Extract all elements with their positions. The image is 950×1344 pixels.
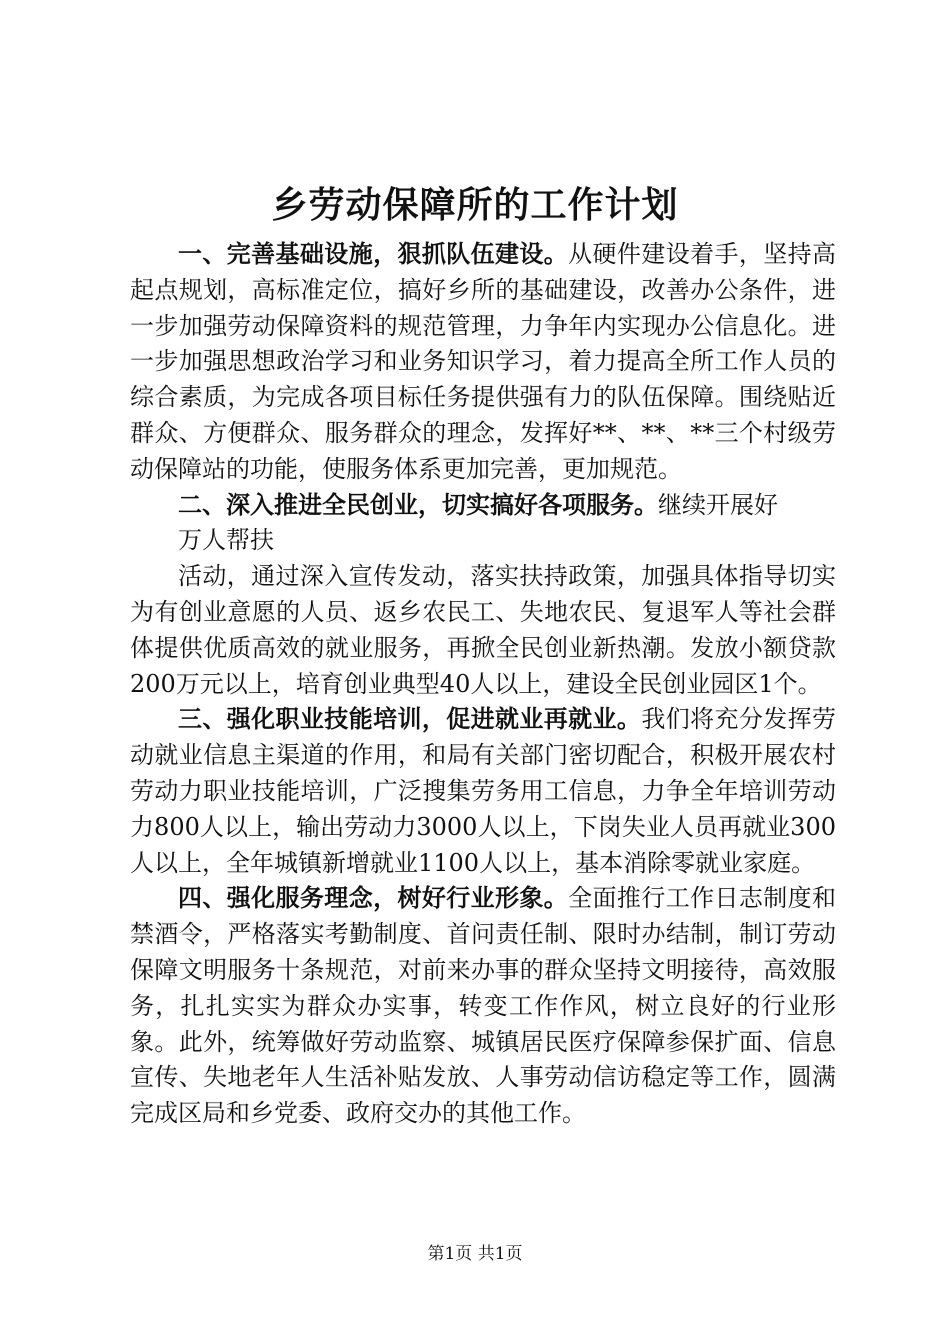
section-2-heading: 二、深入推进全民创业，切实搞好各项服务。 [178,490,658,519]
section-2 [130,488,836,524]
section-2-extra-line: 万人帮扶 [178,526,274,555]
section-4-heading: 四、强化服务理念，树好行业形象。 [178,884,569,913]
document-body [130,237,836,1132]
section-1-heading: 一、完善基础设施，狠抓队伍建设。 [178,240,569,268]
section-4 [130,881,836,1132]
section-3 [130,702,836,881]
section-1 [130,237,836,488]
section-3-text: 我们将充分发挥劳动就业信息主渠道的作用，和局有关部门密切配合，积极开展农村劳动力职业技能培训，广泛搜集劳务用工信息，力争全年培训劳动力800人以上，输出劳动力3000人以上，下岗失业人员再就业300人以上，全年城镇新增就业1100人以上，基本消除零就业家庭。 [130,705,837,877]
section-4-text: 全面推行工作日志制度和禁酒令，严格落实考勤制度、首问责任制、限时办结制，制订劳动保障文明服务十条规范，对前来办事的群众坚持文明接待，高效服务，扎扎实实为群众办实事，转变工作作风，树立良好的行业形象。此外，统筹做好劳动监察、城镇居民医疗保障参保扩面、信息宣传、失地老年人生活补贴发放、人事劳动信访稳定等工作，圆满完成区局和乡党委、政府交办的其他工作。 [130,884,837,1128]
section-3-heading: 三、强化职业技能培训，促进就业再就业。 [178,705,642,734]
section-2-text: 继续开展好 [658,490,778,519]
section-1-text: 从硬件建设着手，坚持高起点规划，高标准定位，搞好乡所的基础建设，改善办公条件，进一步加强劳动保障资料的规范管理，力争年内实现办公信息化。进一步加强思想政治学习和业务知识学习，着力提高全所工作人员的综合素质，为完成各项目标任务提供强有力的队伍保障。围绕贴近群众、方便群众、服务群众的理念，发挥好**、**、**三个村级劳动保障站的功能，使服务体系更加完善，更加规范。 [130,240,837,483]
section-2-continuation: 活动，通过深入宣传发动，落实扶持政策，加强具体指导切实为有创业意愿的人员、返乡农民工、失地农民、复退军人等社会群体提供优质高效的就业服务，再掀全民创业新热潮。发放小额贷款200万元以上，培育创业典型40人以上，建设全民创业园区1个。 [130,562,836,698]
page-footer: 第1页 共1页 [427,1244,523,1264]
document-title: 乡劳动保障所的工作计划 [271,184,679,226]
